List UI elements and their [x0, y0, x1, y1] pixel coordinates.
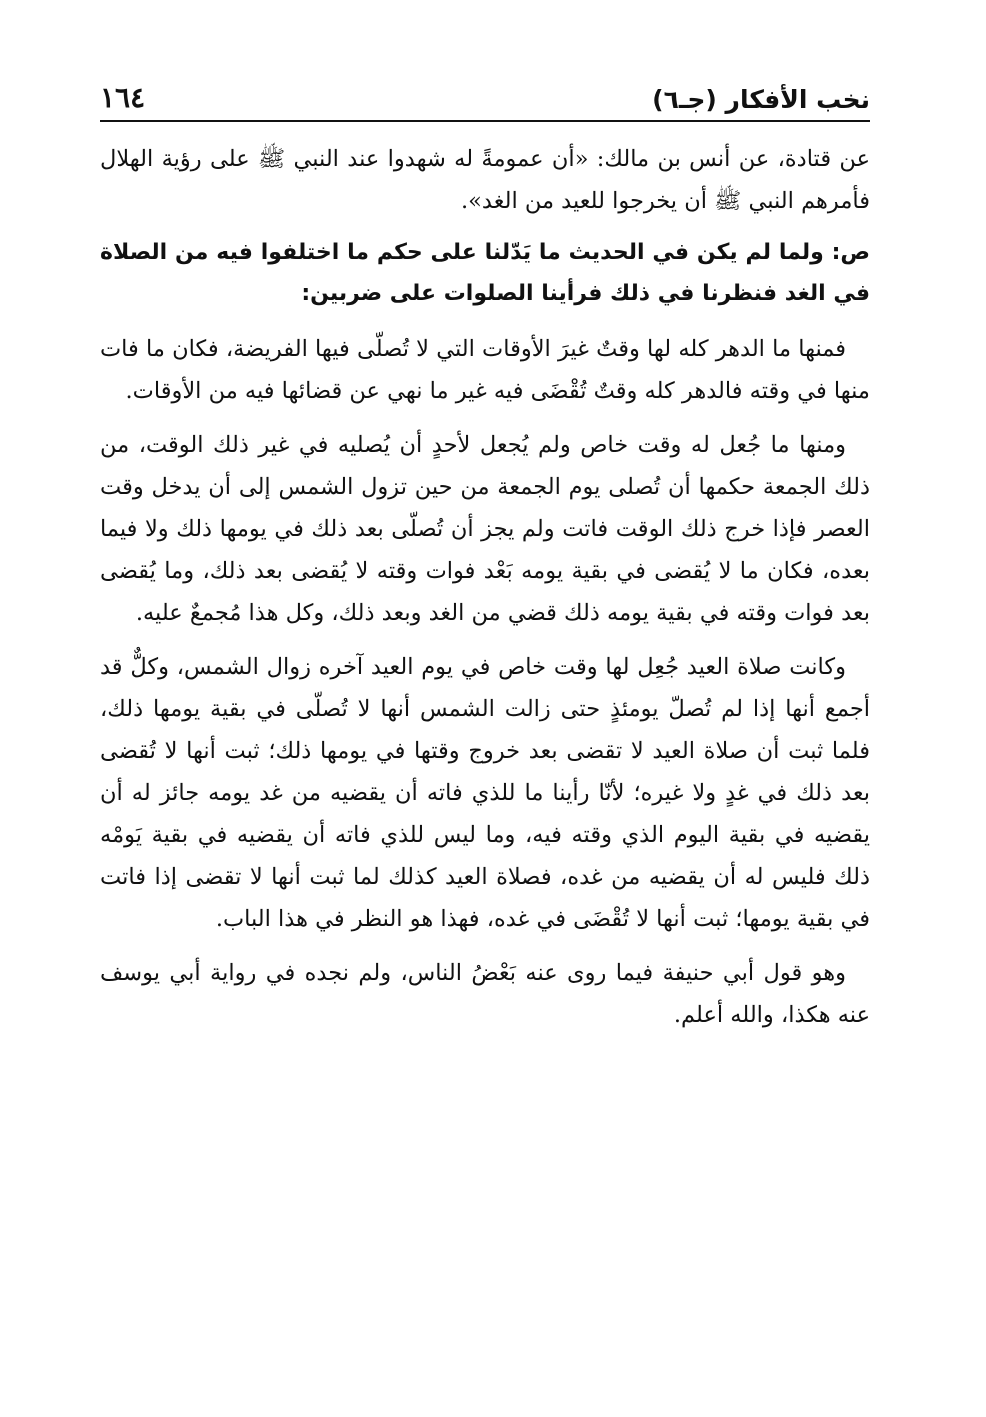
sad-marker: ص: — [831, 240, 870, 265]
commentary-paragraph — [100, 232, 870, 314]
hadith-paragraph: عن قتادة، عن أنس بن مالك: «أن عمومةً له شهدوا عند النبي ﷺ على رؤية الهلال فأمرهم النبي ﷺ أن يخرجوا للعيد من الغد». — [100, 146, 870, 214]
page-number: ١٦٤ — [100, 81, 146, 114]
page-header — [100, 70, 870, 122]
body-paragraph-4: وهو قول أبي حنيفة فيما روى عنه بَعْضُ الناس، ولم نجده في رواية أبي يوسف عنه هكذا، والله أعلم. — [100, 960, 870, 1028]
body-paragraph-3: وكانت صلاة العيد جُعِل لها وقت خاص في يوم العيد آخره زوال الشمس، وكلٌّ قد أجمع أنها إذا لم تُصلّ يومئذٍ حتى زالت الشمس أنها لا تُصلّى في بقية يومها ذلك، فلما ثبت أن صلاة العيد لا تقضى بعد خروج وقتها في يومها ذلك؛ ثبت أنها لا تُقضى بعد ذلك في غدٍ ولا غيره؛ لأنّا رأينا ما للذي فاته أن يقضيه من غد يومه جائز له أن يقضيه في بقية اليوم الذي وقته فيه، وما ليس للذي فاته أن يقضيه في بقية يَومْه ذلك فليس له أن يقضيه من غده، فصلاة العيد كذلك لما ثبت أنها لا تقضى إذا فاتت في بقية يومها؛ ثبت أنها لا تُقْضَى في غده، فهذا هو النظر في هذا الباب. — [100, 654, 870, 932]
commentary-text: ولما لم يكن في الحديث ما يَدّلنا على حكم ما اختلفوا فيه من الصلاة في الغد فنظرنا في ذلك فرأينا الصلوات على ضربين: — [100, 240, 870, 306]
book-title: نخب الأفكار (جـ٦) — [652, 85, 870, 114]
page-content — [100, 138, 870, 1036]
book-page — [100, 70, 870, 1048]
body-paragraph-1: فمنها ما الدهر كله لها وقتٌ غيرَ الأوقات التي لا تُصلّى فيها الفريضة، فكان ما فات منها في وقته فالدهر كله وقتٌ تُقْضَى فيه غير ما نهي عن قضائها فيه من الأوقات. — [100, 336, 870, 404]
body-paragraph-2: ومنها ما جُعل له وقت خاص ولم يُجعل لأحدٍ أن يُصليه في غير ذلك الوقت، من ذلك الجمعة حكمها أن تُصلى يوم الجمعة من حين تزول الشمس إلى أن يدخل وقت العصر فإذا خرج ذلك الوقت فاتت ولم يجز أن تُصلّى بعد ذلك في يومها ذلك ولا فيما بعده، فكان ما لا يُقضى في بقية يومه بَعْد فوات وقته لا يُقضى بعد ذلك، وما يُقضى بعد فوات وقته في بقية يومه ذلك قضي من الغد وبعد ذلك، وكل هذا مُجمعٌ عليه. — [100, 432, 870, 626]
